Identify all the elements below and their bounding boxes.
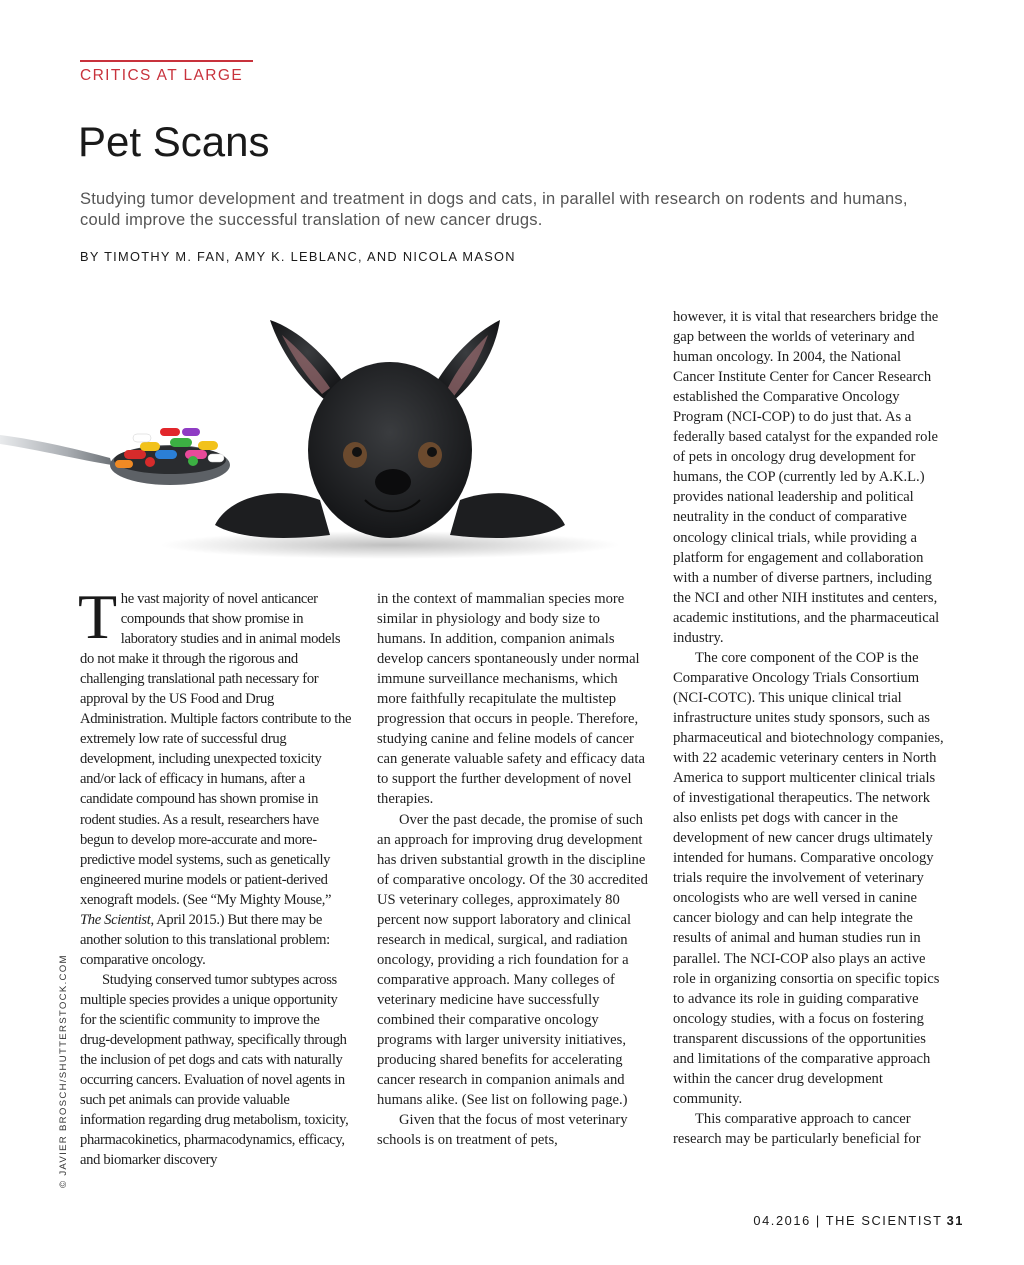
paragraph-intro: The vast majority of novel anticancer compounds that show promise in laboratory studies and in animal models do not make it through the rigorous and challenging translational path necessary for approval by the US Food and Drug Administration. Multiple factors contribute to the extremely low rate of successful drug development, including unexpected toxicity and/or lack of efficacy in humans, after a candidate compound has shown promise in rodent studies. As a result, researchers have begun to develop more-accurate and more-predictive model systems, such as genetically engineered murine models or patient-derived xenograft models. (See “My Mighty Mouse,” The Scientist, April 2015.) But there may be another solution to this translational problem: comparative oncology. [78,581,352,968]
page-number: 31 [946,1213,964,1228]
section-rule [80,60,253,62]
paragraph: Studying conserved tumor subtypes across multiple species provides a unique opportunity for the scientific community to improve the drug-development pathway, specifically through the inclusion of pet dogs and cats with naturally occurring cancers. Evaluation of novel agents in such pet animals can provide valuable information regarding drug metabolism, toxicity, pharmacokinetics, pharmacodynamics, efficacy, and biomarker discovery [80,971,349,1169]
paragraph: in the context of mammalian species more similar in physiology and body size to humans. In addition, companion animals develop cancers spontaneously under normal immune surveillance mechanisms, which more faithfully recapitulate the multistep progression that occurs in people. Therefore, studying canine and feline models of cancer can generate valuable safety and efficacy data to support the further development of novel therapies. [377,591,645,808]
drop-cap: T [78,581,117,652]
body-column-2 [377,589,649,1150]
body-column-1 [78,581,352,1170]
body-column-3 [673,307,945,1149]
photo-credit: © JAVIER BROSCH/SHUTTERSTOCK.COM [58,954,69,1188]
article-byline: BY TIMOTHY M. FAN, AMY K. LEBLANC, AND NICOLA MASON [80,249,516,264]
paragraph: Over the past decade, the promise of such an approach for improving drug development has driven substantial growth in the discipline of comparative oncology. Of the 30 accredited US veterinary colleges, approximately 80 percent now support laboratory and clinical research in medical, surgical, and radiation oncology, providing a rich foundation for a comparative approach. Many colleges of veterinary medicine have successfully combined their comparative oncology programs with larger university initiatives, producing shared benefits for accelerating cancer research in companion animals and humans alike. (See list on following page.) [377,811,648,1109]
article-dek: Studying tumor development and treatment in dogs and cats, in parallel with research on rodents and humans, could improve the successful translation of new cancer drugs. [80,190,908,229]
dog-with-pill-spoon-photo [0,300,660,560]
paragraph: however, it is vital that researchers bridge the gap between the worlds of veterinary and human oncology. In 2004, the National Cancer Institute Center for Cancer Research established the Comparative Oncology Program (NCI-COP) to do just that. As a federally based catalyst for the expanded role of pets in oncology drug development for humans, the COP (currently led by A.K.L.) provides national leadership and political neutrality in the conduct of comparative oncology clinical trials, while providing a platform for engagement and collaboration with a number of diverse partners, including the NCI and other NIH institutes and centers, academic institutions, and the pharmaceutical industry. [673,309,940,646]
paragraph: Given that the focus of most veterinary schools is on treatment of pets, [377,1112,628,1149]
magazine-name: THE SCIENTIST [825,1213,943,1228]
footer-separator: | [815,1213,821,1228]
paragraph: This comparative approach to cancer research may be particularly beneficial for [673,1110,921,1147]
section-label: CRITICS AT LARGE [80,67,244,84]
page-footer [753,1213,964,1228]
paragraph: The core component of the COP is the Comparative Oncology Trials Consortium (NCI-COTC). This unique clinical trial infrastructure unites study sponsors, such as pharmaceutical and biotechnology companies, with 22 academic veterinary centers in North America to support multicenter clinical trials of investigational therapeutics. The network also enlists pet dogs with cancer in the development of new cancer drugs ultimately intended for humans. Comparative oncology trials require the involvement of veterinary oncologists who are well versed in canine cancer biology and can help integrate the results of animal and human studies run in parallel. The NCI-COP also plays an active role in organizing consortia on specific topics to advance its role in guiding comparative oncology studies, with a focus on fostering transparent discussions of the opportunities and limitations of the comparative approach within the cancer drug development community. [673,649,944,1107]
article-title: Pet Scans [78,118,270,165]
issue-date: 04.2016 [753,1213,811,1228]
